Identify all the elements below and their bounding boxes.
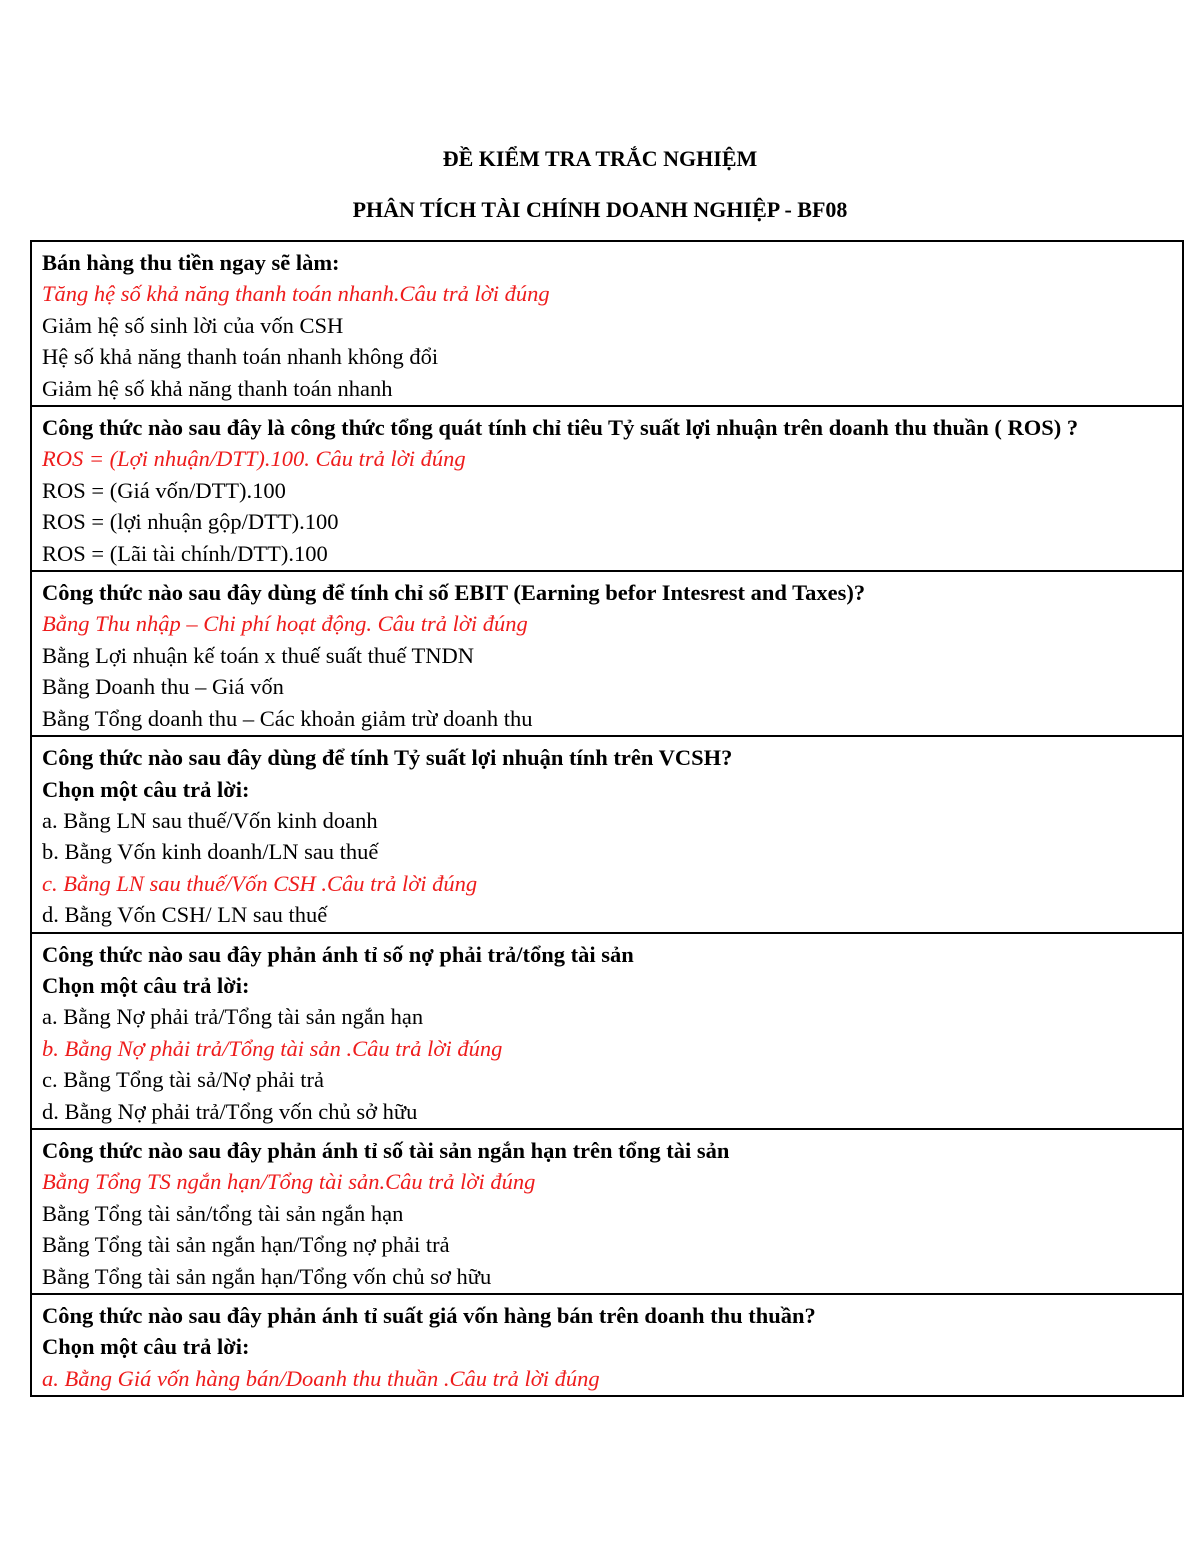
answer-option: c. Bằng Tổng tài sả/Nợ phải trả xyxy=(42,1067,325,1093)
question-row xyxy=(31,1129,1183,1294)
question-cell xyxy=(31,406,1183,571)
question-row xyxy=(31,571,1183,736)
question-text: Công thức nào sau đây dùng để tính chỉ số EBIT (Earning befor Intesrest and Taxes)? xyxy=(42,580,866,606)
answer-option: a. Bằng LN sau thuế/Vốn kinh doanh xyxy=(42,807,378,833)
question-cell xyxy=(31,1129,1183,1294)
answer-option: Giảm hệ số khả năng thanh toán nhanh xyxy=(42,375,393,401)
question-text: Bán hàng thu tiền ngay sẽ làm: xyxy=(42,250,340,275)
page-title: ĐỀ KIỂM TRA TRẮC NGHIỆM xyxy=(442,146,758,171)
correct-answer: c. Bằng LN sau thuế/Vốn CSH .Câu trả lời đúng xyxy=(42,870,478,896)
question-row xyxy=(31,406,1183,571)
answer-prompt: Chọn một câu trả lời: xyxy=(42,1334,250,1360)
answer-option: Bằng Lợi nhuận kế toán x thuế suất thuế TNDN xyxy=(42,642,475,668)
question-text: Công thức nào sau đây phản ánh tỉ suất giá vốn hàng bán trên doanh thu thuần? xyxy=(42,1303,816,1328)
question-cell xyxy=(31,571,1183,736)
answer-option: d. Bằng Nợ phải trả/Tổng vốn chủ sở hữu xyxy=(42,1098,418,1124)
correct-answer: b. Bằng Nợ phải trả/Tổng tài sản .Câu trả lời đúng xyxy=(42,1035,503,1061)
answer-option: ROS = (lợi nhuận gộp/DTT).100 xyxy=(42,509,339,535)
question-cell xyxy=(31,1294,1183,1396)
answer-option: Bằng Tổng tài sản ngắn hạn/Tổng vốn chủ sơ hữu xyxy=(42,1263,492,1289)
correct-answer: Tăng hệ số khả năng thanh toán nhanh.Câu trả lời đúng xyxy=(42,281,550,307)
questions-table-body xyxy=(31,241,1183,1396)
question-cell xyxy=(31,241,1183,406)
answer-prompt: Chọn một câu trả lời: xyxy=(42,776,250,802)
question-text: Công thức nào sau đây phản ánh tỉ số tài sản ngắn hạn trên tổng tài sản xyxy=(42,1137,730,1163)
question-row xyxy=(31,1294,1183,1396)
question-row xyxy=(31,933,1183,1129)
question-text: Công thức nào sau đây phản ánh tỉ số nợ phải trả/tổng tài sản xyxy=(42,941,634,967)
answer-option: Giảm hệ số sinh lời của vốn CSH xyxy=(42,312,344,338)
question-row xyxy=(31,736,1183,932)
question-text: Công thức nào sau đây là công thức tổng quát tính chỉ tiêu Tỷ suất lợi nhuận trên doanh thu thuần ( ROS) ? xyxy=(42,415,1079,441)
correct-answer: Bằng Tổng TS ngắn hạn/Tổng tài sản.Câu trả lời đúng xyxy=(42,1169,536,1195)
correct-answer: a. Bằng Giá vốn hàng bán/Doanh thu thuần .Câu trả lời đúng xyxy=(42,1365,600,1391)
answer-option: ROS = (Lãi tài chính/DTT).100 xyxy=(42,540,328,566)
answer-option: a. Bằng Nợ phải trả/Tổng tài sản ngắn hạn xyxy=(42,1004,424,1030)
correct-answer: Bằng Thu nhập – Chi phí hoạt động. Câu trả lời đúng xyxy=(42,611,528,637)
answer-option: Hệ số khả năng thanh toán nhanh không đổi xyxy=(42,344,439,370)
question-row xyxy=(31,241,1183,406)
answer-option: Bằng Tổng tài sản/tổng tài sản ngắn hạn xyxy=(42,1200,404,1226)
answer-option: Bằng Tổng doanh thu – Các khoản giảm trừ doanh thu xyxy=(42,705,533,731)
answer-prompt: Chọn một câu trả lời: xyxy=(42,972,250,998)
answer-option: b. Bằng Vốn kinh doanh/LN sau thuế xyxy=(42,839,379,865)
question-cell xyxy=(31,933,1183,1129)
questions-table xyxy=(30,240,1184,1397)
question-cell xyxy=(31,736,1183,932)
answer-option: ROS = (Giá vốn/DTT).100 xyxy=(42,477,286,503)
question-text: Công thức nào sau đây dùng để tính Tỷ suất lợi nhuận tính trên VCSH? xyxy=(42,745,733,771)
answer-option: Bằng Tổng tài sản ngắn hạn/Tổng nợ phải trả xyxy=(42,1232,450,1258)
answer-option: Bằng Doanh thu – Giá vốn xyxy=(42,674,284,700)
page-subtitle: PHÂN TÍCH TÀI CHÍNH DOANH NGHIỆP - BF08 xyxy=(352,197,848,222)
correct-answer: ROS = (Lợi nhuận/DTT).100. Câu trả lời đúng xyxy=(42,446,466,472)
answer-option: d. Bằng Vốn CSH/ LN sau thuế xyxy=(42,902,328,928)
